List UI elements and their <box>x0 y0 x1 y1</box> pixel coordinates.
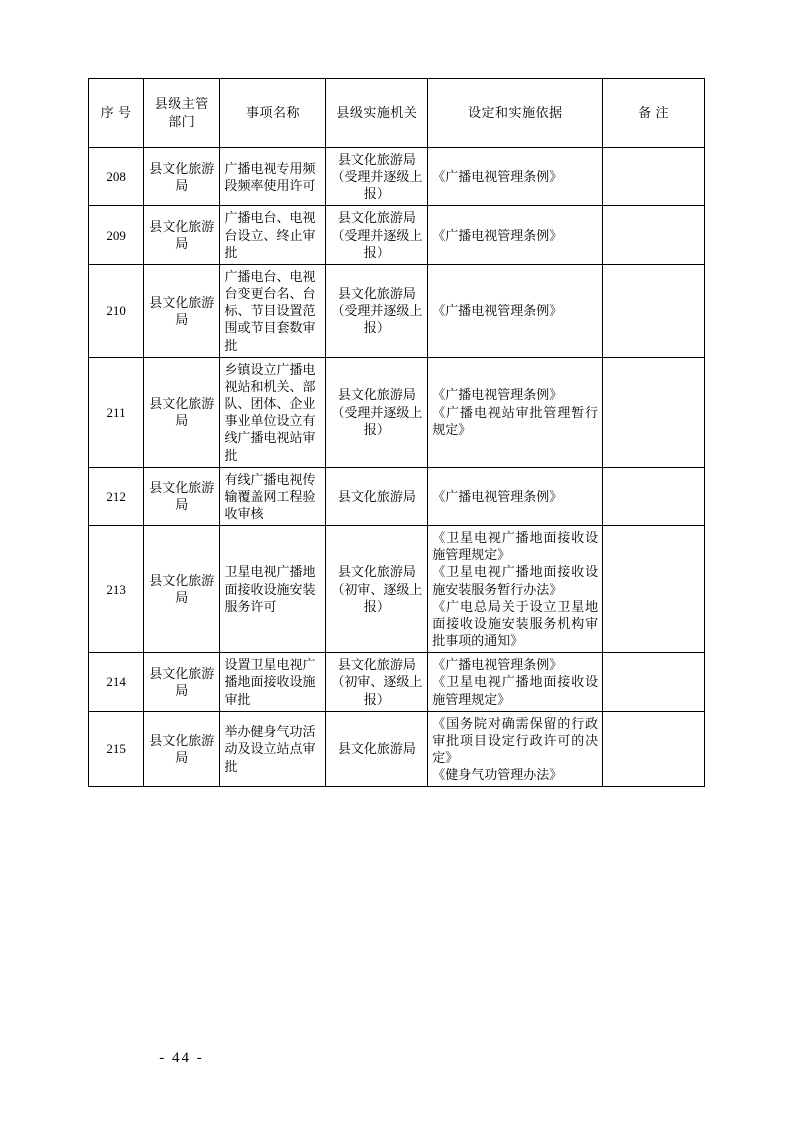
cell-remark <box>603 711 705 787</box>
header-dept: 县级主管部门 <box>144 79 220 148</box>
cell-org: 县文化旅游局 <box>326 711 428 787</box>
cell-dept: 县文化旅游局 <box>144 148 220 206</box>
basis-line: 《卫星电视广播地面接收设施管理规定》 <box>432 674 599 707</box>
cell-dept: 县文化旅游局 <box>144 206 220 264</box>
cell-item: 举办健身气功活动及设立站点审批 <box>220 711 326 787</box>
cell-basis <box>428 148 603 206</box>
cell-item: 广播电台、电视台设立、终止审批 <box>220 206 326 264</box>
table-header-row <box>89 79 705 148</box>
basis-line: 《卫星电视广播地面接收设施管理规定》 <box>432 530 599 563</box>
cell-org: 县文化旅游局（受理并逐级上报） <box>326 357 428 467</box>
cell-dept: 县文化旅游局 <box>144 467 220 525</box>
basis-line: 《广播电视管理条例》 <box>432 387 563 403</box>
cell-seq: 210 <box>89 264 144 357</box>
cell-remark <box>603 357 705 467</box>
header-remark: 备 注 <box>603 79 705 148</box>
basis-line: 《广播电视管理条例》 <box>432 169 563 185</box>
cell-dept: 县文化旅游局 <box>144 357 220 467</box>
cell-org: 县文化旅游局（初审、逐级上报） <box>326 526 428 653</box>
basis-line: 《健身气功管理办法》 <box>432 767 563 783</box>
basis-line: 《卫星电视广播地面接收设施安装服务暂行办法》 <box>432 564 599 597</box>
table-row <box>89 357 705 467</box>
cell-remark <box>603 206 705 264</box>
basis-line: 《广播电视管理条例》 <box>432 657 563 673</box>
cell-basis <box>428 526 603 653</box>
cell-item: 设置卫星电视广播地面接收设施审批 <box>220 653 326 711</box>
cell-remark <box>603 653 705 711</box>
basis-line: 《广电总局关于设立卫星地面接收设施安装服务机构审批事项的通知》 <box>432 598 599 649</box>
cell-item: 卫星电视广播地面接收设施安装服务许可 <box>220 526 326 653</box>
header-item: 事项名称 <box>220 79 326 148</box>
header-basis: 设定和实施依据 <box>428 79 603 148</box>
cell-item: 乡镇设立广播电视站和机关、部队、团体、企业事业单位设立有线广播电视站审批 <box>220 357 326 467</box>
cell-basis <box>428 653 603 711</box>
table-row <box>89 467 705 525</box>
page-number: - 44 - <box>159 1050 204 1066</box>
cell-org: 县文化旅游局（初审、逐级上报） <box>326 653 428 711</box>
table-header <box>89 79 705 148</box>
table-row <box>89 653 705 711</box>
cell-seq: 213 <box>89 526 144 653</box>
cell-basis <box>428 467 603 525</box>
cell-seq: 214 <box>89 653 144 711</box>
table-row <box>89 264 705 357</box>
cell-basis <box>428 264 603 357</box>
table-row <box>89 148 705 206</box>
cell-item: 有线广播电视传输覆盖网工程验收审核 <box>220 467 326 525</box>
table-row <box>89 711 705 787</box>
cell-basis <box>428 206 603 264</box>
cell-dept: 县文化旅游局 <box>144 526 220 653</box>
table-row <box>89 526 705 653</box>
cell-dept: 县文化旅游局 <box>144 264 220 357</box>
header-seq: 序 号 <box>89 79 144 148</box>
cell-dept: 县文化旅游局 <box>144 711 220 787</box>
cell-basis <box>428 711 603 787</box>
table-row <box>89 206 705 264</box>
cell-dept: 县文化旅游局 <box>144 653 220 711</box>
cell-item: 广播电台、电视台变更台名、台标、节目设置范围或节目套数审批 <box>220 264 326 357</box>
cell-seq: 211 <box>89 357 144 467</box>
table-body <box>89 148 705 787</box>
basis-line: 《广播电视管理条例》 <box>432 303 563 319</box>
basis-line: 《广播电视管理条例》 <box>432 488 563 504</box>
cell-seq: 215 <box>89 711 144 787</box>
cell-item: 广播电视专用频段频率使用许可 <box>220 148 326 206</box>
basis-line: 《广播电视站审批管理暂行规定》 <box>432 404 599 437</box>
cell-remark <box>603 148 705 206</box>
cell-seq: 208 <box>89 148 144 206</box>
cell-remark <box>603 264 705 357</box>
cell-seq: 209 <box>89 206 144 264</box>
cell-seq: 212 <box>89 467 144 525</box>
basis-line: 《国务院对确需保留的行政审批项目设定行政许可的决定》 <box>432 715 599 765</box>
cell-org: 县文化旅游局（受理并逐级上报） <box>326 264 428 357</box>
header-org: 县级实施机关 <box>326 79 428 148</box>
cell-remark <box>603 526 705 653</box>
cell-org: 县文化旅游局（受理并逐级上报） <box>326 148 428 206</box>
approval-items-table <box>88 78 705 787</box>
cell-org: 县文化旅游局 <box>326 467 428 525</box>
basis-line: 《广播电视管理条例》 <box>432 227 563 243</box>
cell-remark <box>603 467 705 525</box>
cell-org: 县文化旅游局（受理并逐级上报） <box>326 206 428 264</box>
cell-basis <box>428 357 603 467</box>
page-footer <box>0 1050 793 1067</box>
